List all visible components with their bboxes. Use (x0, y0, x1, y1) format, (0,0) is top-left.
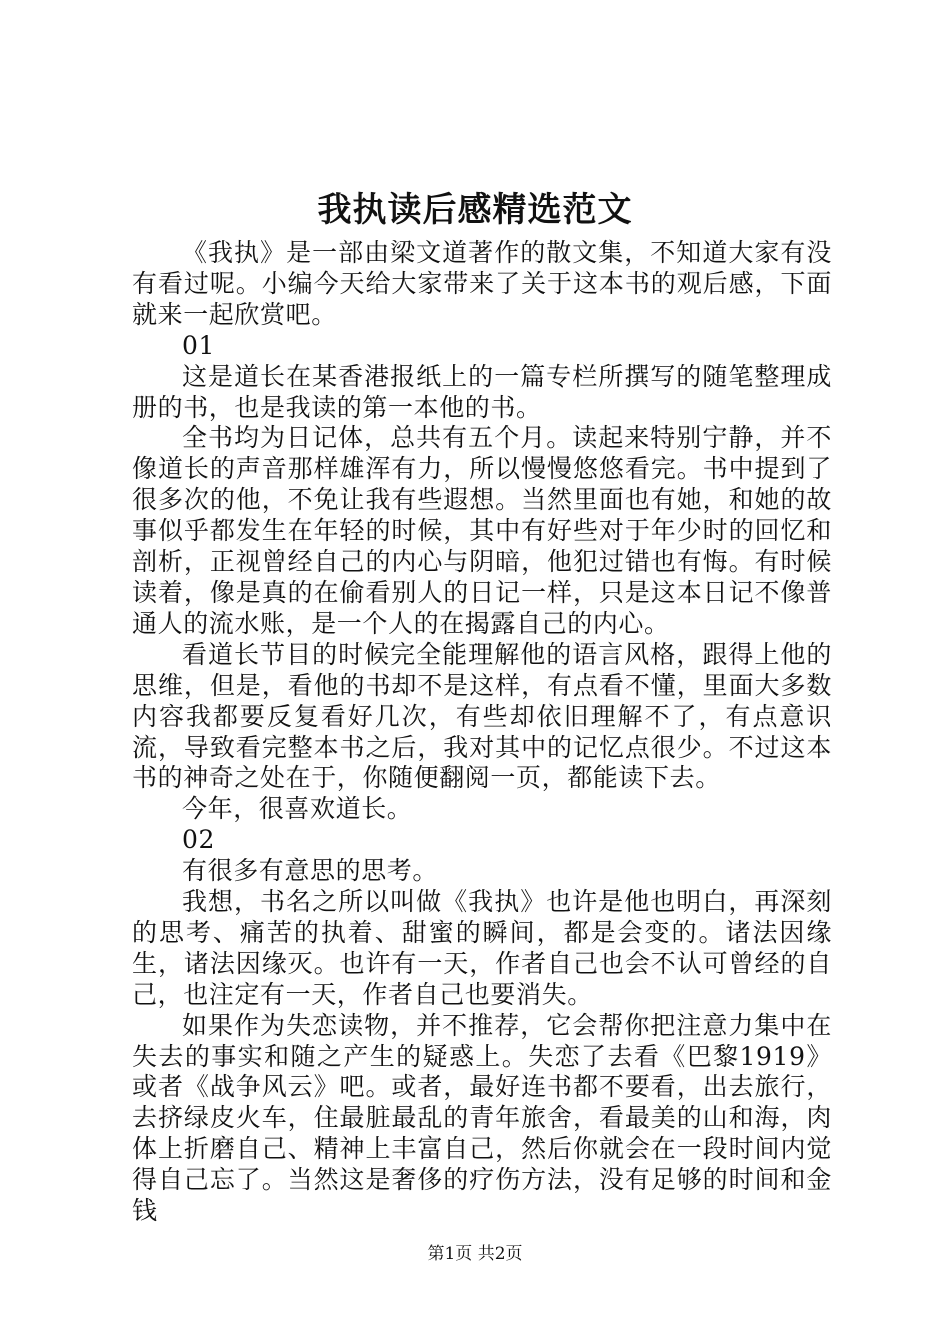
paragraph-intro: 《我执》是一部由梁文道著作的散文集，不知道大家有没有看过呢。小编今天给大家带来了关于这本书的观后感，下面就来一起欣赏吧。 (132, 238, 832, 329)
page-footer: 第1页 共2页 (427, 1244, 523, 1264)
paragraph: 看道长节目的时候完全能理解他的语言风格，跟得上他的思维，但是，看他的书却不是这样，有点看不懂，里面大多数内容我都要反复看好几次，有些却依旧理解不了，有点意识流，导致看完整本书之后，我对其中的记忆点很少。不过这本书的神奇之处在于，你随便翻阅一页，都能读下去。 (132, 639, 832, 793)
section-number-01: 01 (182, 330, 216, 360)
paragraph: 有很多有意思的思考。 (182, 856, 439, 886)
paragraph: 全书均为日记体，总共有五个月。读起来特别宁静，并不像道长的声音那样雄浑有力，所以慢慢悠悠看完。书中提到了很多次的他，不免让我有些遐想。当然里面也有她，和她的故事似乎都发生在年轻的时候，其中有好些对于年少时的回忆和剖析，正视曾经自己的内心与阴暗，他犯过错也有悔。有时候读着，像是真的在偷看别人的日记一样，只是这本日记不像普通人的流水账，是一个人的在揭露自己的内心。 (132, 423, 832, 638)
paragraph: 我想，书名之所以叫做《我执》也许是他也明白，再深刻的思考、痛苦的执着、甜蜜的瞬间，都是会变的。诸法因缘生，诸法因缘灭。也许有一天，作者自己也会不认可曾经的自己，也注定有一天，作者自己也要消失。 (132, 887, 832, 1009)
section-number-02: 02 (182, 825, 216, 855)
paragraph: 今年，很喜欢道长。 (182, 794, 413, 824)
paragraph: 这是道长在某香港报纸上的一篇专栏所撰写的随笔整理成册的书，也是我读的第一本他的书。 (132, 361, 832, 422)
document-title: 我执读后感精选范文 (317, 190, 633, 230)
document-body (132, 238, 832, 1227)
paragraph: 如果作为失恋读物，并不推荐，它会帮你把注意力集中在失去的事实和随之产生的疑惑上。失恋了去看《巴黎1919》或者《战争风云》吧。或者，最好连书都不要看，出去旅行，去挤绿皮火车，住最脏最乱的青年旅舍，看最美的山和海，肉体上折磨自己、精神上丰富自己，然后你就会在一段时间内觉得自己忘了。当然这是奢侈的疗伤方法，没有足够的时间和金钱 (132, 1010, 832, 1226)
